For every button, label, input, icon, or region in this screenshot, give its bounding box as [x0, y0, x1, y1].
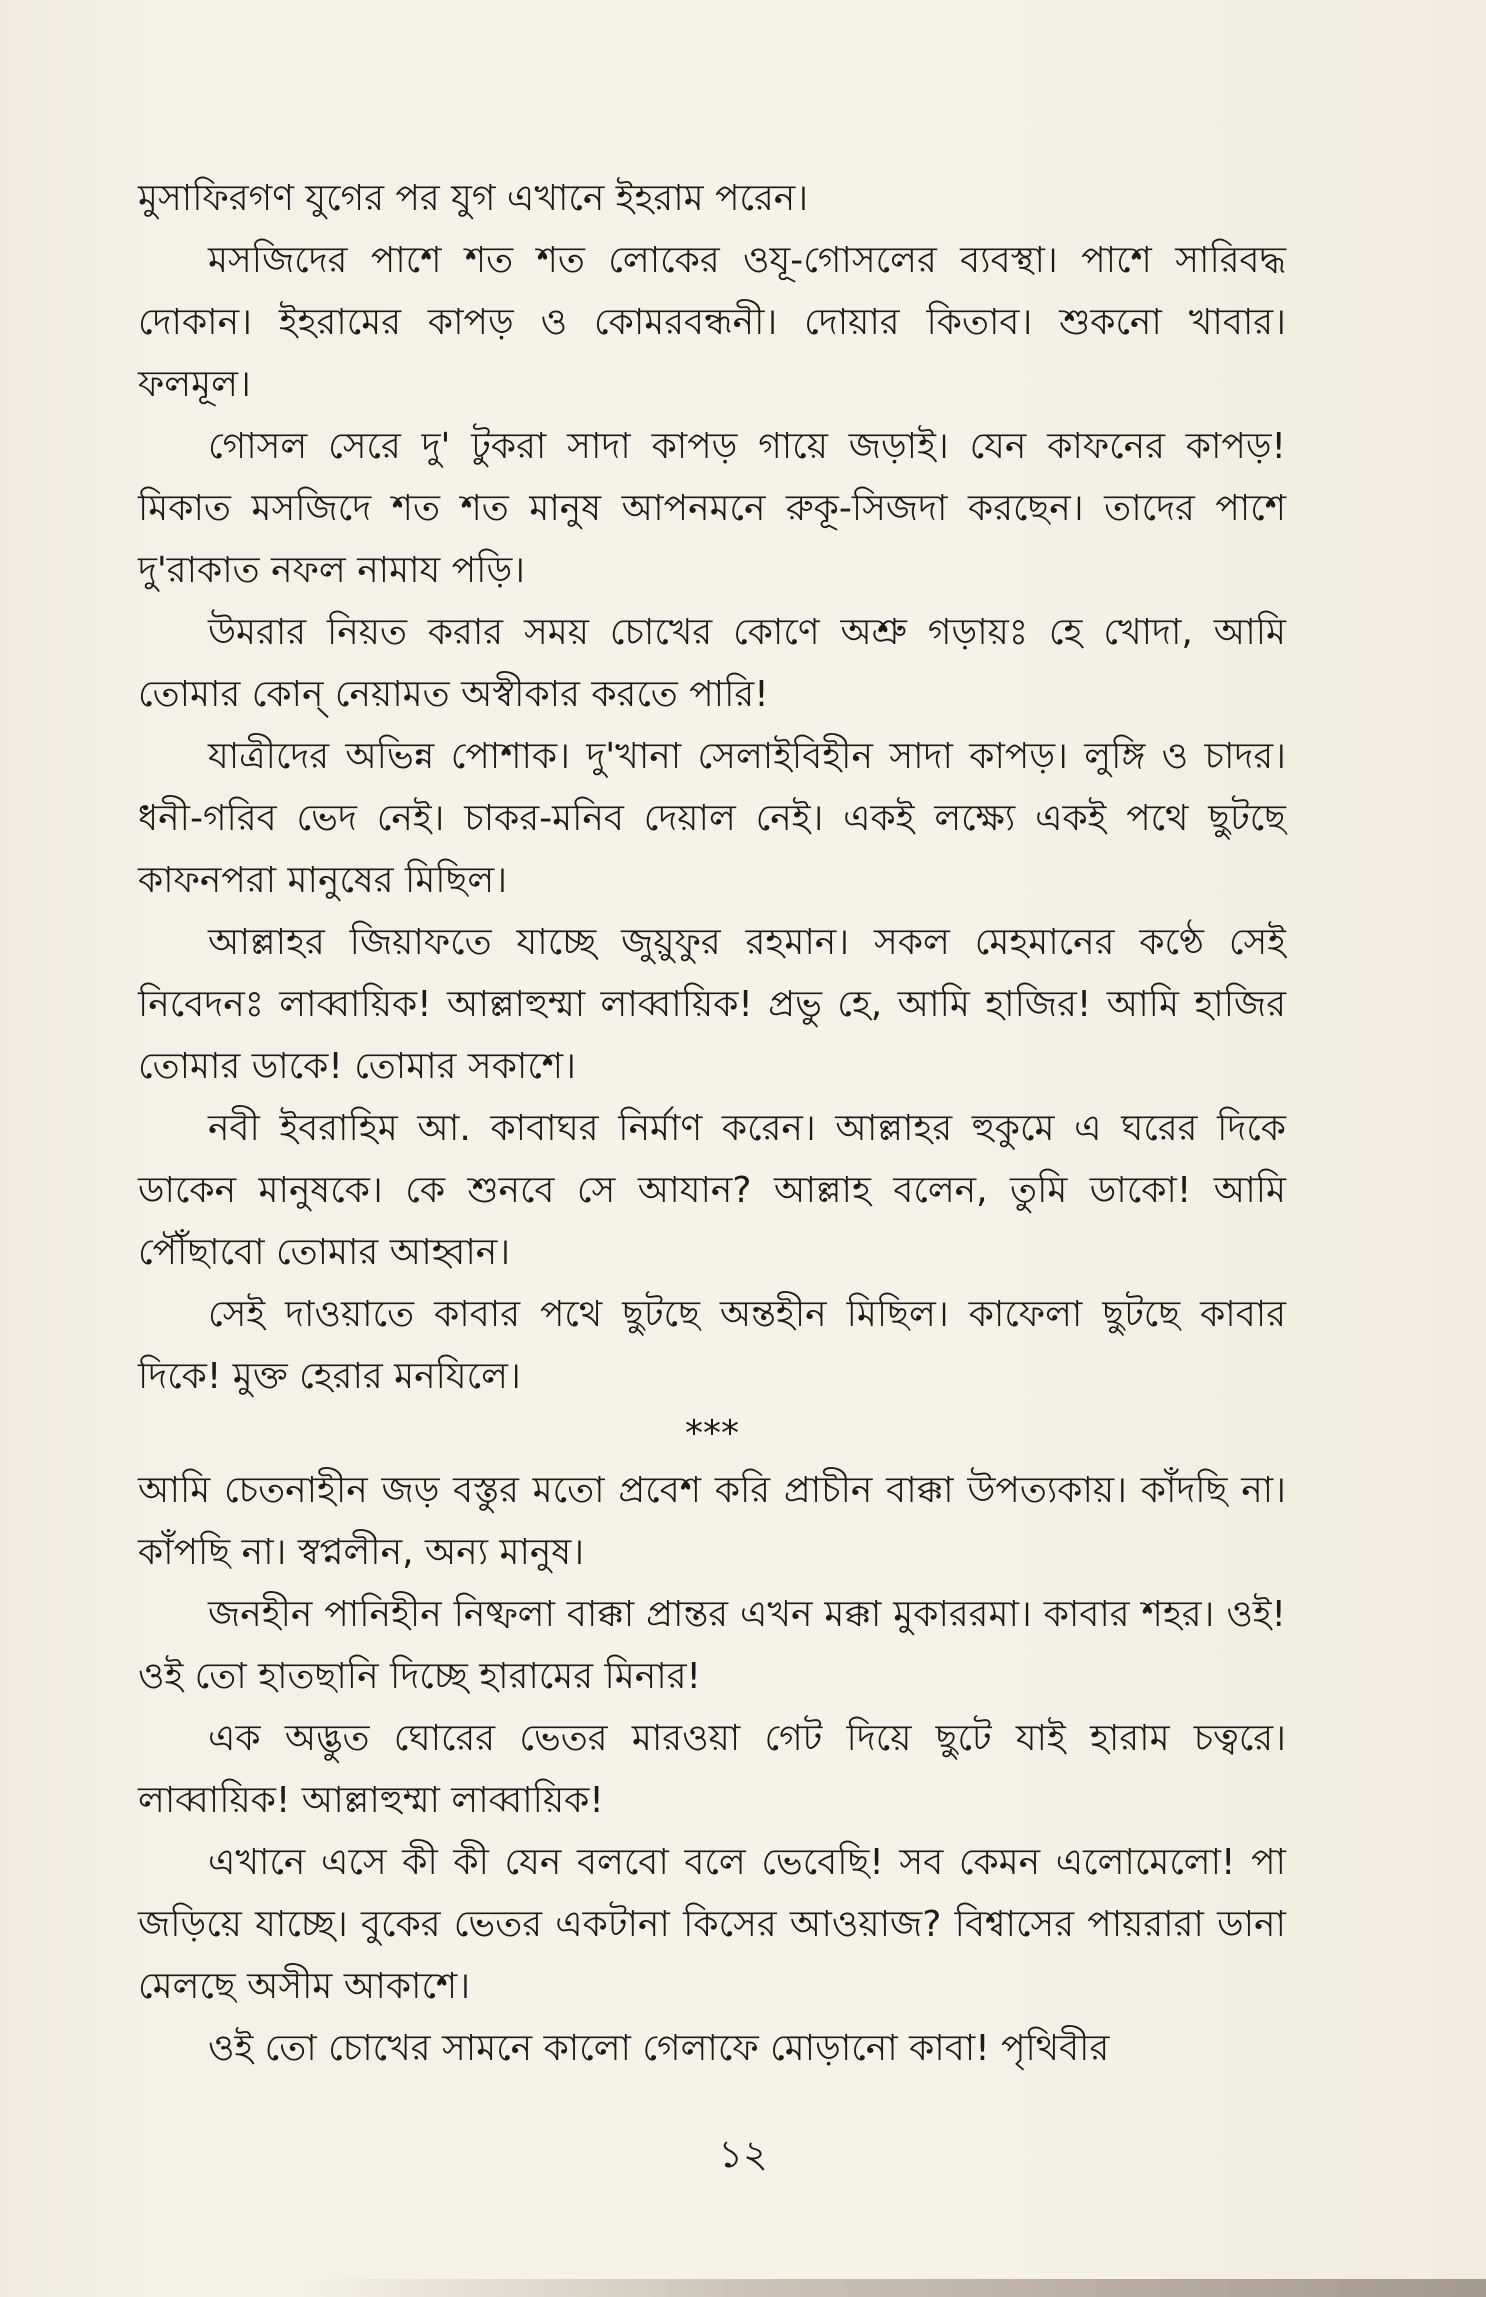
paragraph-5: যাত্রীদের অভিন্ন পোশাক। দু'খানা সেলাইবিহীন সাদা কাপড়। লুঙ্গি ও চাদর। ধনী-গরিব ভেদ নেই। চাকর-মনিব দেয়াল নেই। একই লক্ষ্যে একই পথে ছুটছে কাফনপরা মানুষের মিছিল। — [138, 736, 1286, 901]
paragraph-12: এখানে এসে কী কী যেন বলবো বলে ভেবেছি! সব কেমন এলোমেলো! পা জড়িয়ে যাচ্ছে। বুকের ভেতর একটানা কিসের আওয়াজ? বিশ্বাসের পায়রারা ডানা মেলছে অসীম আকাশে। — [138, 1842, 1286, 2007]
paragraph-4: উমরার নিয়ত করার সময় চোখের কোণে অশ্রু গড়ায়ঃ হে খোদা, আমি তোমার কোন্ নেয়ামত অস্বীকার করতে পারি! — [138, 612, 1286, 715]
paragraph-1: মুসাফিরগণ যুগের পর যুগ এখানে ইহরাম পরেন। — [138, 178, 809, 219]
paragraph-11: এক অদ্ভুত ঘোরের ভেতর মারওয়া গেট দিয়ে ছুটে যাই হারাম চত্বরে। লাব্বায়িক! আল্লাহুম্মা লাব্বায়িক! — [138, 1718, 1286, 1821]
body-text — [138, 168, 1286, 2080]
paragraph-2: মসজিদের পাশে শত শত লোকের ওযূ-গোসলের ব্যবস্থা। পাশে সারিবদ্ধ দোকান। ইহরামের কাপড় ও কোমরবন্ধনী। দোয়ার কিতাব। শুকনো খাবার। ফলমূল। — [138, 240, 1286, 405]
paragraph-3: গোসল সেরে দু' টুকরা সাদা কাপড় গায়ে জড়াই। যেন কাফনের কাপড়! মিকাত মসজিদে শত শত মানুষ আপনমনে রুকূ-সিজদা করছেন। তাদের পাশে দু'রাকাত নফল নামায পড়ি। — [138, 426, 1286, 591]
paragraph-9: আমি চেতনাহীন জড় বস্তুর মতো প্রবেশ করি প্রাচীন বাক্কা উপত্যকায়। কাঁদছি না। কাঁপছি না। স্বপ্নলীন, অন্য মানুষ। — [138, 1470, 1286, 1573]
page-edge-shadow — [300, 2279, 1486, 2297]
paragraph-10: জনহীন পানিহীন নিষ্ফলা বাক্কা প্রান্তর এখন মক্কা মুকাররমা। কাবার শহর। ওই! ওই তো হাতছানি দিচ্ছে হারামের মিনার! — [138, 1594, 1286, 1697]
section-separator: *** — [685, 1413, 739, 1454]
paragraph-8: সেই দাওয়াতে কাবার পথে ছুটছে অন্তহীন মিছিল। কাফেলা ছুটছে কাবার দিকে! মুক্ত হেরার মনযিলে। — [138, 1294, 1286, 1397]
page-number: ১২ — [718, 2132, 768, 2176]
paragraph-13: ওই তো চোখের সামনে কালো গেলাফে মোড়ানো কাবা! পৃথিবীর — [208, 2028, 1110, 2069]
paragraph-7: নবী ইবরাহিম আ. কাবাঘর নির্মাণ করেন। আল্লাহর হুকুমে এ ঘরের দিকে ডাকেন মানুষকে। কে শুনবে সে আযান? আল্লাহ বলেন, তুমি ডাকো! আমি পৌঁছাবো তোমার আহ্বান। — [138, 1108, 1286, 1273]
paragraph-6: আল্লাহর জিয়াফতে যাচ্ছে জুয়ুফুর রহমান। সকল মেহমানের কণ্ঠে সেই নিবেদনঃ লাব্বায়িক! আল্লাহুম্মা লাব্বায়িক! প্রভু হে, আমি হাজির! আমি হাজির তোমার ডাকে! তোমার সকাশে। — [138, 922, 1286, 1087]
